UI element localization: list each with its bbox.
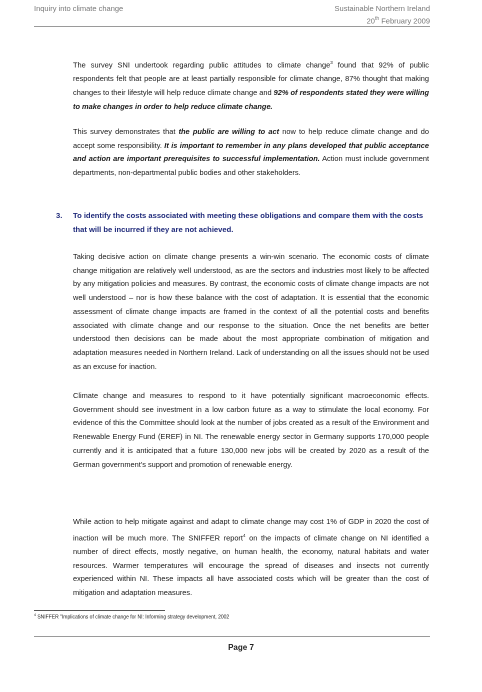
section-heading-3: [56, 209, 429, 236]
section-heading-text: To identify the costs associated with meeting these obligations and compare them with the costs that will be incurred if they are not achieved.: [73, 211, 424, 234]
header-right: [335, 4, 430, 27]
header-date: 20th February 2009: [366, 16, 430, 26]
section-number: 3.: [56, 211, 63, 220]
footnote: $^4$ SNIFFER "Implications of climate change for NI: Informing strategy development, 2002: [34, 613, 230, 621]
header-divider: [34, 26, 430, 27]
paragraph-survey: The survey SNI undertook regarding public attitudes to climate change$^3$ found that 92% of public respondents felt that people are at least partially responsible for climate change, 87% thought that making changes to their lifestyle will help reduce climate change and 92% of respondents stated they were willing to make changes in order to help reduce climate change.: [73, 60, 429, 111]
footnote-ref-3: 3: [330, 60, 333, 65]
page-number: Page 7: [228, 643, 254, 652]
header-org-name: Sustainable Northern Ireland: [334, 4, 430, 13]
footnote-divider: [34, 610, 165, 611]
paragraph-macroeconomic: Climate change and measures to respond to it have potentially significant macroeconomic effects. Government should see investment in a low carbon future as a way to stimulate the local economy. For evidence of this the Committee should look at the number of jobs created as a result of the Environment and Renewable Energy Fund (EREF) in NI. The renewable energy sector in Germany supports 170,000 people currently and it is anticipated that a future 130,000 new jobs will be created by 2020 as a result of the German government's support and promotion of renewable energy.: [73, 391, 429, 469]
header-left-title: Inquiry into climate change: [34, 4, 124, 13]
paragraph-win-win: Taking decisive action on climate change presents a win-win scenario. The economic costs of climate change mitigation are relatively well understood, as are the sectors and industries most likely to be affected by any mitigation policies and measures. By contrast, the economic costs of climate change impacts are not well understood – nor is how these balance with the cost of adaptation. It is essential that the economic assessment of climate change impacts are framed in the context of all the potential costs and benefits associated with climate change and our response to the situation. Once the net benefits are better understood then decisions can be made about the most appropriate combination of mitigation and adaptation measures needed in Northern Ireland. Lack of understanding on all the issues should not be used as an excuse for inaction.: [73, 252, 429, 371]
footer-divider: [34, 636, 430, 637]
paragraph-cost-of-inaction: While action to help mitigate against and adapt to climate change may cost 1% of GDP in 2020 the cost of inaction will be much more. The SNIFFER report$^4$ on the impacts of climate change on NI identified a number of direct effects, mostly negative, on human health, the economy, natural habitats and water resources. Warmer temperatures will encourage the spread of diseases and insects not currently experienced within NI. These impacts all have associated costs which will be greater than the cost of mitigation and adaptation measures.: [73, 517, 429, 597]
footnote-ref-4: 4: [242, 532, 246, 538]
paragraph-survey-demonstrates: This survey demonstrates that the public are willing to act now to help reduce climate change and do accept some responsibility. It is important to remember in any plans developed that public acceptance and action are important prerequisites to successful implementation. Action must include government departments, non-departmental public bodies and other stakeholders.: [73, 127, 430, 178]
